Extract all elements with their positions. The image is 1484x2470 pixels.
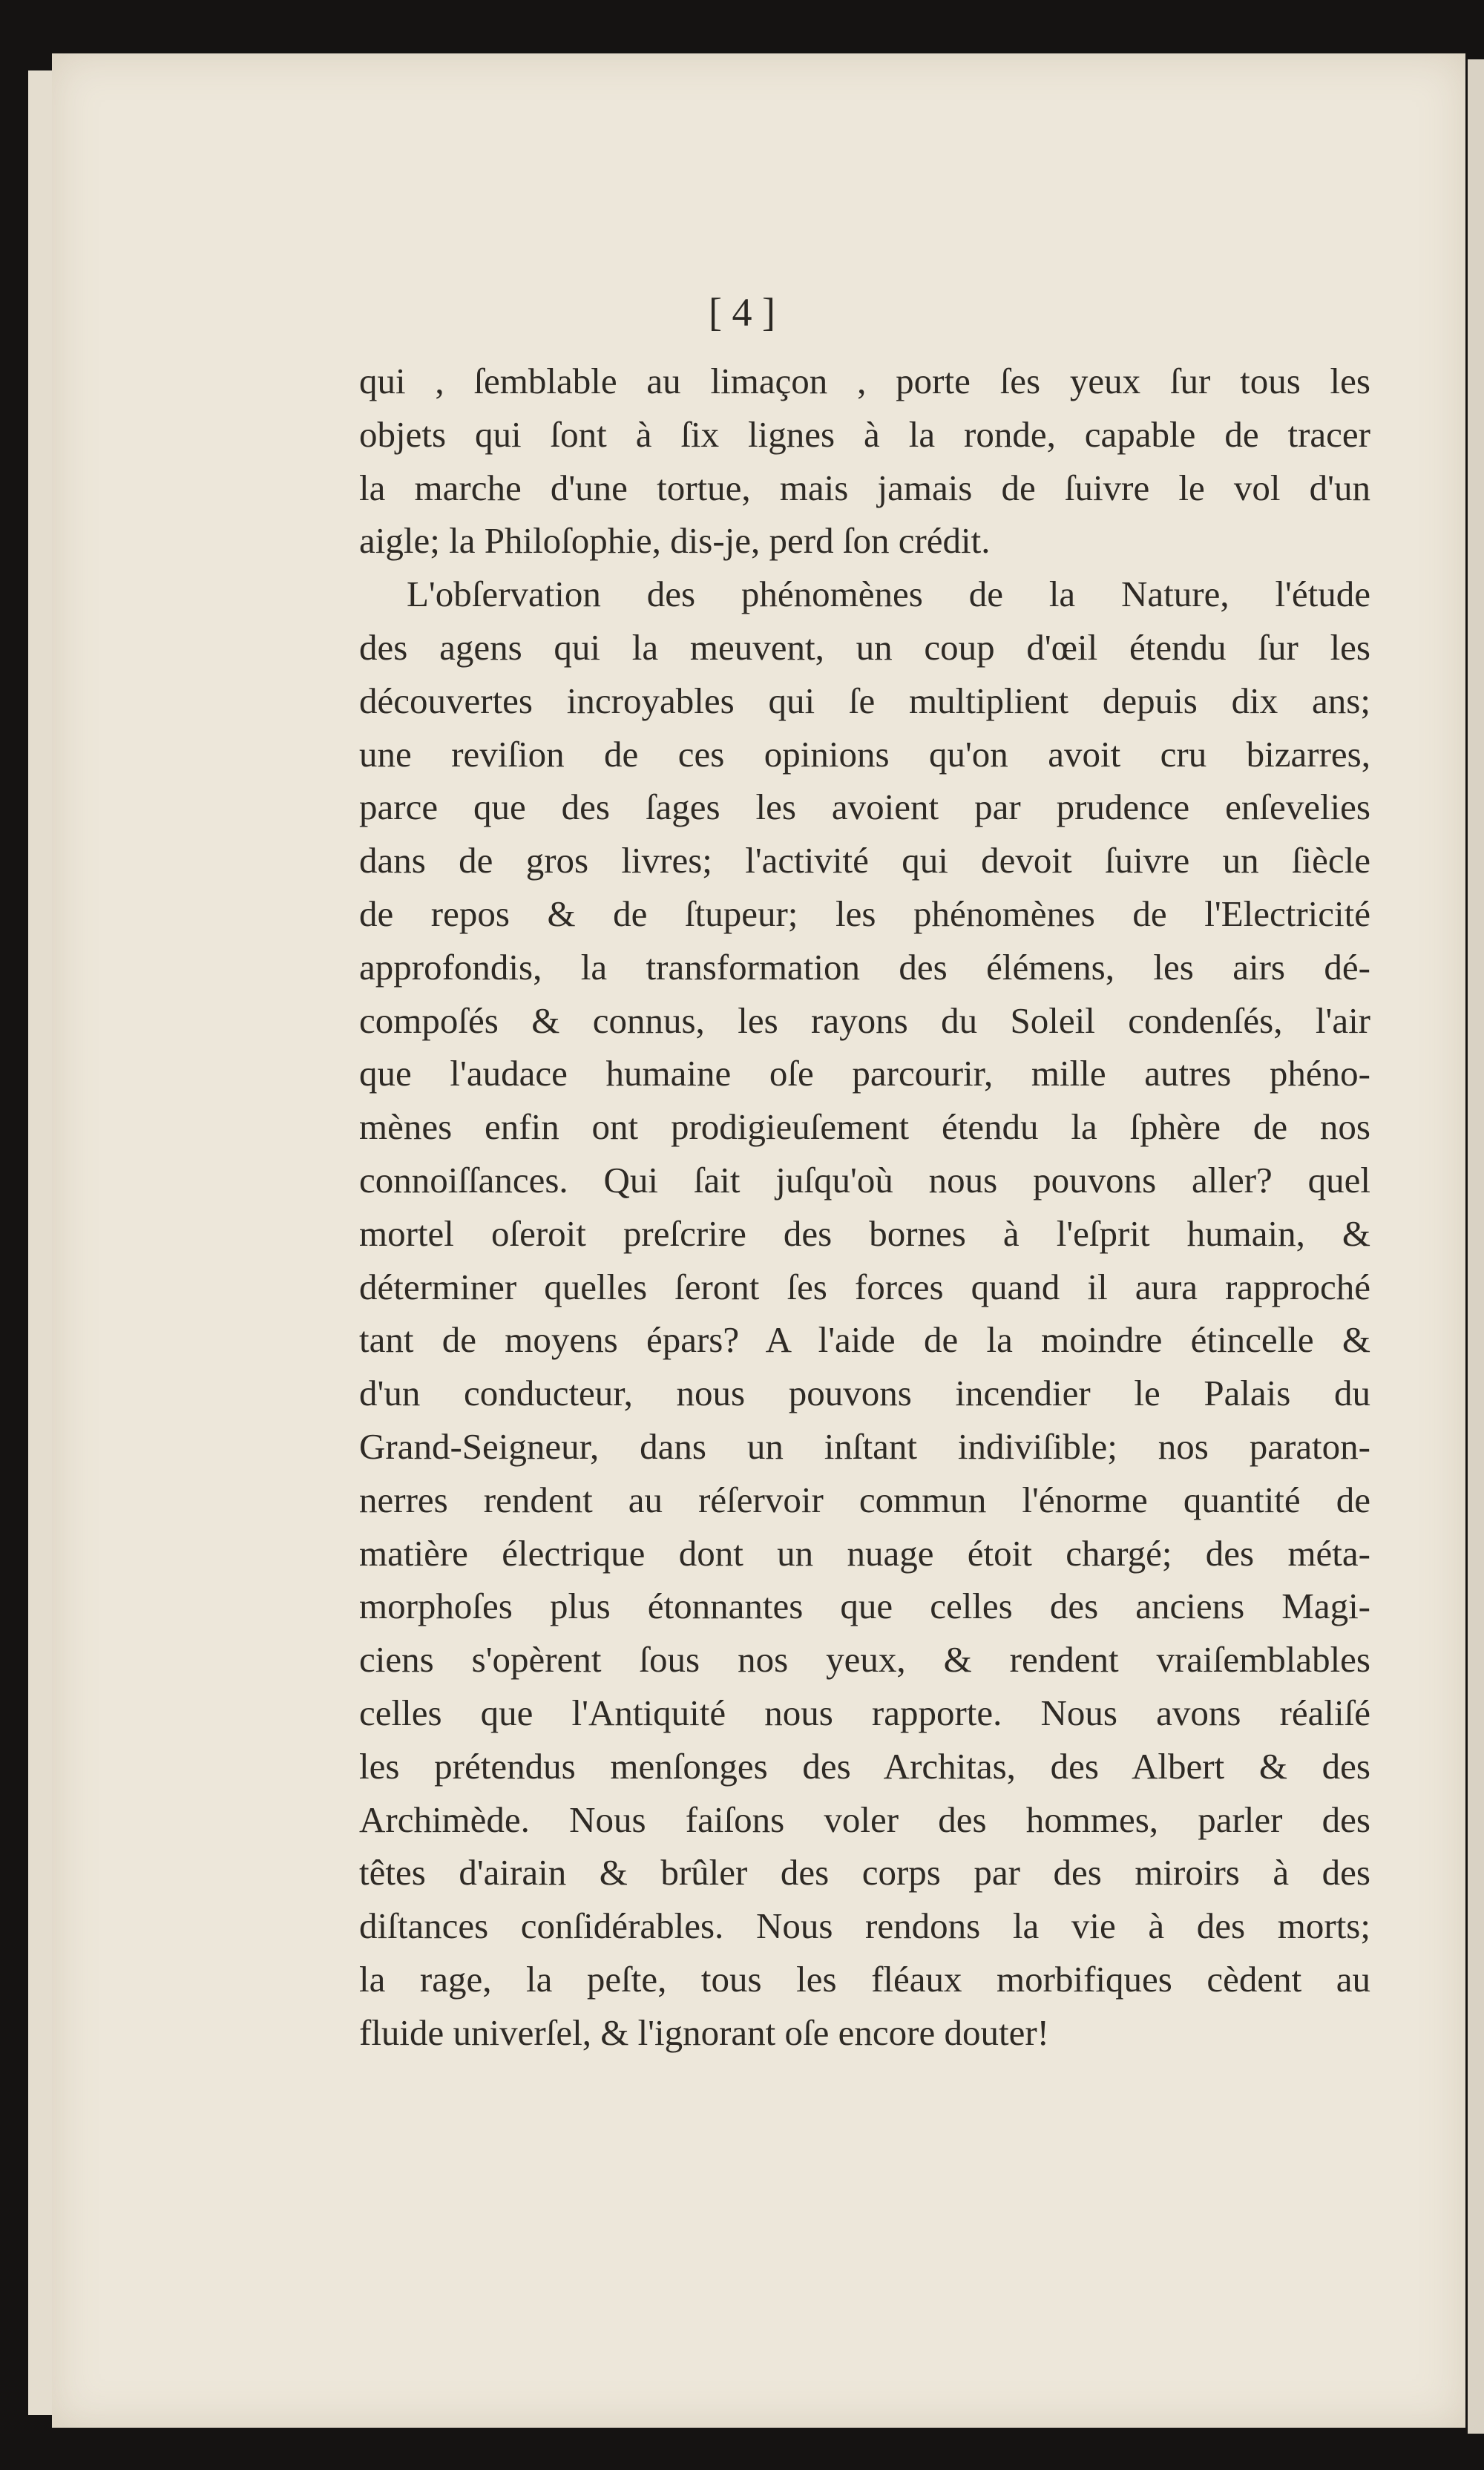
text-line: des agens qui la meuvent, un coup d'œil étendu ſur les bbox=[359, 626, 1370, 668]
text-line: morphoſes plus étonnantes que celles des anciens Magi- bbox=[359, 1586, 1370, 1627]
text-line: dans de gros livres; l'activité qui devoit ſuivre un ſiècle bbox=[359, 840, 1370, 881]
text-line: d'un conducteur, nous pouvons incendier le Palais du bbox=[359, 1373, 1370, 1414]
text-line: objets qui ſont à ſix lignes à la ronde, capable de tracer bbox=[359, 413, 1370, 455]
text-line: approfondis, la transformation des élémens, les airs dé- bbox=[359, 946, 1370, 988]
text-line: de repos & de ſtupeur; les phénomènes de l'Electricité bbox=[359, 893, 1370, 934]
text-line: parce que des ſages les avoient par prudence enſevelies bbox=[359, 786, 1370, 828]
text-line: L'obſervation des phénomènes de la Nature, l'étude bbox=[407, 574, 1370, 615]
text-line: nerres rendent au réſervoir commun l'énorme quantité de bbox=[359, 1479, 1370, 1520]
text-line: ciens s'opèrent ſous nos yeux, & rendent vraiſemblables bbox=[359, 1639, 1370, 1681]
page-number-header: [ 4 ] bbox=[709, 290, 775, 335]
text-line: mènes enfin ont prodigieuſement étendu la ſphère de nos bbox=[359, 1106, 1370, 1148]
text-line: une reviſion de ces opinions qu'on avoit cru bizarres, bbox=[359, 733, 1370, 775]
text-line: la marche d'une tortue, mais jamais de ſuivre le vol d'un bbox=[359, 467, 1370, 508]
text-line: Archimède. Nous faiſons voler des hommes, parler des bbox=[359, 1799, 1370, 1840]
text-line: compoſés & connus, les rayons du Soleil condenſés, l'air bbox=[359, 999, 1370, 1041]
text-line: têtes d'airain & brûler des corps par des miroirs à des bbox=[359, 1852, 1370, 1893]
text-line: aigle; la Philoſophie, dis-je, perd ſon crédit. bbox=[359, 520, 991, 562]
text-line: déterminer quelles ſeront ſes forces quand il aura rapproché bbox=[359, 1266, 1370, 1307]
text-line: tant de moyens épars? A l'aide de la moindre étincelle & bbox=[359, 1319, 1370, 1361]
text-line: celles que l'Antiquité nous rapporte. Nous avons réaliſé bbox=[359, 1692, 1370, 1733]
text-line: diſtances conſidérables. Nous rendons la vie à des morts; bbox=[359, 1905, 1370, 1947]
text-line: que l'audace humaine oſe parcourir, mille autres phéno- bbox=[359, 1053, 1370, 1094]
page-body-text bbox=[359, 355, 1370, 2060]
text-line: découvertes incroyables qui ſe multiplient depuis dix ans; bbox=[359, 680, 1370, 721]
text-line: Grand-Seigneur, dans un inſtant indiviſible; nos paraton- bbox=[359, 1425, 1370, 1467]
text-line: la rage, la peſte, tous les fléaux morbifiques cèdent au bbox=[359, 1958, 1370, 2000]
text-line: fluide univerſel, & l'ignorant oſe encore douter! bbox=[359, 2011, 1049, 2053]
next-page-edge bbox=[1468, 59, 1484, 2434]
text-line: connoiſſances. Qui ſait juſqu'où nous pouvons aller? quel bbox=[359, 1159, 1370, 1200]
text-line: mortel oſeroit preſcrire des bornes à l'eſprit humain, & bbox=[359, 1212, 1370, 1254]
text-line: matière électrique dont un nuage étoit chargé; des méta- bbox=[359, 1532, 1370, 1574]
text-line: les prétendus menſonges des Architas, des Albert & des bbox=[359, 1745, 1370, 1787]
text-line: qui , ſemblable au limaçon , porte ſes yeux ſur tous les bbox=[359, 361, 1370, 401]
